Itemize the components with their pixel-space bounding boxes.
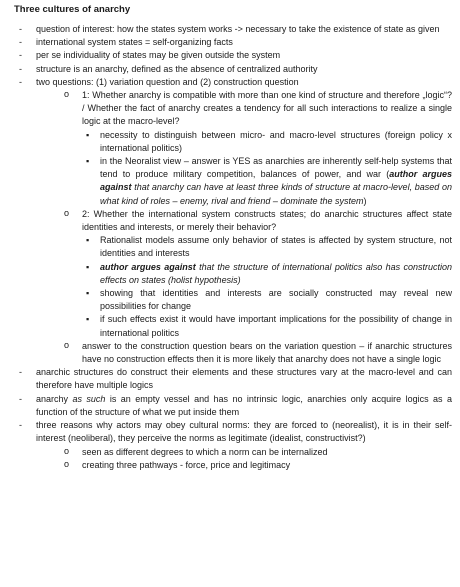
- italic-text: that the structure of international politics also has construction effects on states (holist hypothesis): [100, 261, 452, 285]
- sub-sub-list-item: ▪ showing that identities and interests are socially constructed may reveal new possibilities for change: [82, 287, 452, 313]
- question-2-text: 2: Whether the international system constructs states; do anarchic structures affect state identities and interests, or merely their behavior?: [82, 208, 452, 233]
- sub-sub-list: [82, 129, 452, 208]
- sub-list-norms: [64, 446, 452, 472]
- list-item: - per se individuality of states may be given outside the system: [8, 49, 452, 62]
- list-item: - question of interest: how the states system works -> necessary to take the existence of state as given: [8, 23, 452, 36]
- sub-sub-list-item: ▪ if such effects exist it would have important implications for the possibility of change in international politics: [82, 313, 452, 339]
- list-item-text: two questions: (1) variation question and (2) construction question: [36, 76, 299, 87]
- sub-sub-list-item: [82, 261, 452, 287]
- sub-list-item: o answer to the construction question bears on the variation question – if anarchic structures have no construction effects then it is more likely that anarchy does not have a single logic: [64, 340, 452, 366]
- sub-sub-list-item: [82, 155, 452, 208]
- sub-sub-list-item: ▪ necessity to distinguish between micro- and macro-level structures (foreign policy x international politics): [82, 129, 452, 155]
- list-item: [8, 393, 452, 419]
- sub-list-item: o creating three pathways - force, price and legitimacy: [64, 459, 452, 472]
- list-item-text: three reasons why actors may obey cultural norms: they are forced to (neorealist), it is in their self-interest (neoliberal), they perceive the norms as legitimate (idealist, constructivist?): [36, 420, 452, 444]
- italic-text: as such: [72, 393, 106, 404]
- sub-list-questions: [64, 89, 452, 366]
- list-item: - international system states = self-organizing facts: [8, 36, 452, 49]
- text-segment: is an empty vessel and has no intrinsic logic, anarchies only acquire logics as a function of the structure of what we put inside them: [36, 393, 452, 417]
- sub-list-item: [64, 89, 452, 208]
- list-item: - structure is an anarchy, defined as the absence of centralized authority: [8, 63, 452, 76]
- list-item: - anarchic structures do construct their elements and these structures vary at the macro-level and can therefore have multiple logics: [8, 366, 452, 392]
- italic-text: that anarchy can have at least three kinds of structure at macro-level, based on what kind of roles – enemy, rival and friend – dominate the system: [100, 182, 452, 206]
- list-item: [8, 419, 452, 472]
- sub-sub-list-item: ▪ Rationalist models assume only behavior of states is affected by system structure, not identities and interests: [82, 234, 452, 260]
- document-title: Three cultures of anarchy: [14, 4, 131, 15]
- emphasis-text: author argues against: [100, 169, 453, 193]
- sub-list-item: o seen as different degrees to which a norm can be internalized: [64, 446, 452, 459]
- sub-list-item: [64, 208, 452, 340]
- text-segment: in the Neoralist view – answer is YES as anarchies are inherently self-help systems that tend to produce military competition, balances of power, and war (: [100, 156, 452, 180]
- main-bullet-list: [8, 23, 452, 472]
- list-item: [8, 76, 452, 366]
- question-1-text: 1: Whether anarchy is compatible with more than one kind of structure and therefore „logic“? / Whether the fact of anarchy creates a tendency for all such interactions to realize a single logic at the macro-level?: [82, 90, 452, 127]
- text-segment: anarchy: [36, 393, 73, 404]
- text-segment: ): [363, 195, 367, 206]
- emphasis-text: author argues against: [100, 261, 196, 272]
- sub-sub-list: [82, 234, 452, 340]
